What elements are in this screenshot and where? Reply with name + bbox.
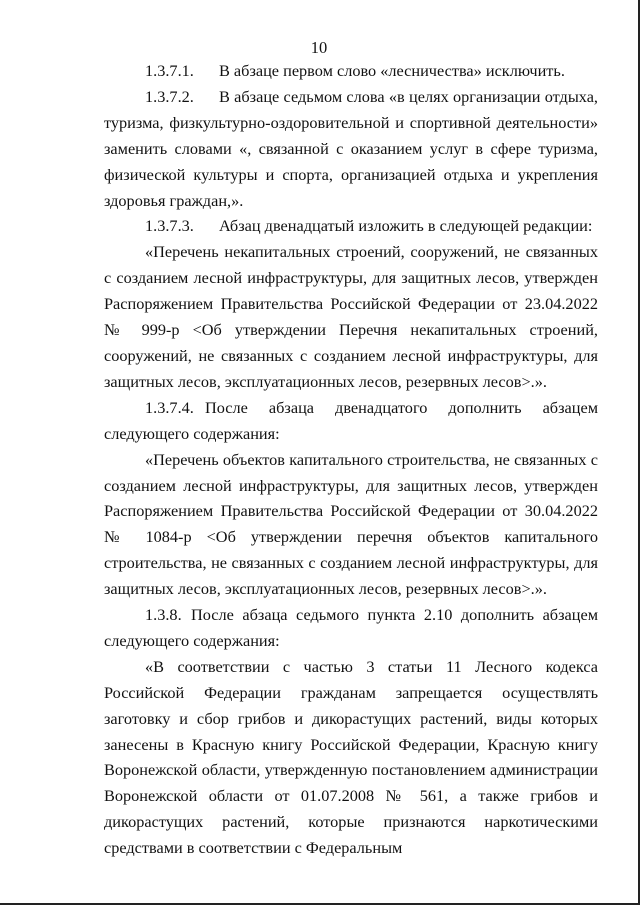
paragraph-1-3-7-1 — [104, 58, 598, 84]
quoted-paragraph-mushrooms: «В соответствии с частью 3 статьи 11 Лесного кодекса Российской Федерации гражданам запрещается осуществлять заготовку и сбор грибов и дикорастущих растений, виды которых занесены в Красную книгу Российской Федерации, Красную книгу Воронежской области, утвержденную постановлением администрации Воронежской области от 01.07.2008 № 561, а также грибов и дикорастущих растений, которые признаются наркотическими средствами в соответствии с Федеральным — [104, 656, 598, 858]
paragraph-text: Абзац двенадцатый изложить в следующей редакции: — [219, 216, 593, 236]
quoted-paragraph-list-capital: «Перечень объектов капитального строительства, не связанных с созданием лесной инфраструктуры, для защитных лесов, утвержден Распоряжением Правительства Российской Федерации от 30.04.2022 № 1084-р <Об утверждении перечня объектов капитального строительства, не связанных с созданием лесной инфраструктуры, для защитных лесов, эксплуатационных лесов, резервных лесов>.». — [104, 449, 598, 599]
paragraph-text: После абзаца двенадцатого дополнить абзацем следующего содержания: — [104, 397, 598, 443]
paragraph-1-3-8 — [104, 602, 598, 654]
clause-number: 1.3.7.2. — [145, 86, 194, 106]
paragraph-1-3-7-2 — [104, 84, 598, 214]
page-number: 10 — [310, 38, 328, 57]
quoted-paragraph-list-noncapital: «Перечень некапитальных строений, сооружений, не связанных с созданием лесной инфраструктуры, для защитных лесов, утвержден Распоряжением Правительства Российской Федерации от 23.04.2022 № 999-р <Об утверждении Перечня некапитальных строений, сооружений, не связанных с созданием лесной инфраструктуры, для защитных лесов, эксплуатационных лесов, резервных лесов>.». — [104, 242, 598, 391]
paragraph-text: В абзаце седьмом слова «в целях организации отдыха, туризма, физкультурно-оздоровительной и спортивной деятельности» заменить словами «, связанной с оказанием услуг в сфере туризма, физической культуры и спорта, организацией отдыха и укрепления здоровья граждан,». — [104, 86, 598, 210]
paragraph-text: После абзаца седьмого пункта 2.10 дополнить абзацем следующего содержания: — [104, 605, 598, 650]
clause-number: 1.3.7.1. — [145, 61, 194, 80]
document-body — [104, 58, 598, 861]
paragraph-1-3-7-4 — [104, 395, 598, 447]
clause-number: 1.3.7.3. — [145, 216, 194, 236]
clause-number: 1.3.7.4. — [145, 397, 194, 417]
clause-number: 1.3.8. — [145, 605, 182, 625]
paragraph-text: В абзаце первом слово «лесничества» исключить. — [219, 61, 565, 80]
paragraph-1-3-7-3 — [104, 213, 598, 239]
